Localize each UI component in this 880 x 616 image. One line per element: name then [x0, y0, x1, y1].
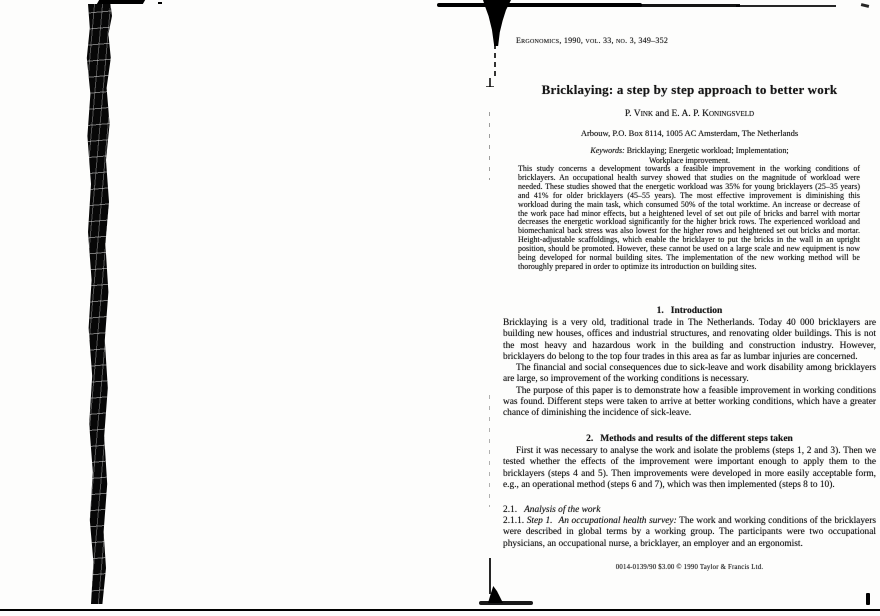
intro-paragraph-1: Bricklaying is a very old, traditional trade in The Netherlands. Today 40 000 bricklayers are building new houses, offices and industrial structures, and renovating older buildings. This is not the most heavy and hazardous work in the building and construction industry. However, bricklayers do belong to the top four trades in this area as far as lumbar injuries are concerned.: [503, 318, 876, 362]
methods-paragraph: First it was necessary to analyse the work and isolate the problems (steps 1, 2 and 3). Then we tested whether the effects of the improvement were important enough to apply them to the bricklayers (steps 4 and 5). Then improvements were developed in more easily acceptable form, e.g., an operational method (steps 6 and 7), which was then implemented (steps 8 to 10).: [503, 446, 876, 490]
affiliation: Arbouw, P.O. Box 8114, 1005 AC Amsterdam, The Netherlands: [580, 128, 799, 138]
step-1-number: 2.1.1.: [503, 516, 525, 526]
scan-top-edge-line-thin: [736, 5, 836, 7]
subsection-2-1-number: 2.1.: [503, 505, 518, 515]
step-1-label: Step 1.: [526, 516, 553, 526]
keywords-block: [503, 146, 876, 166]
section-heading-methods: [503, 434, 876, 444]
section-1-number: 1.: [656, 306, 664, 316]
author-1: P. Vink: [624, 109, 654, 119]
intro-paragraph-2: The financial and social consequences due to sick-leave and work disability among bricklayers are large, so improvement of the working conditions is necessary.: [503, 363, 876, 385]
methods-body: [503, 446, 876, 491]
authors-line: [503, 109, 876, 119]
ink-blob-top: [483, 0, 511, 46]
scan-speck-top-right: [861, 3, 869, 8]
authors-conjunction: and: [655, 109, 670, 119]
section-heading-introduction: [503, 306, 876, 316]
subsection-2-1-title: Analysis of the work: [524, 505, 601, 515]
journal-header: Ergonomics, 1990, vol. 33, no. 3, 349–352: [516, 36, 669, 45]
step-1-paragraph: [503, 516, 876, 550]
keywords-line-1: Bricklaying; Energetic workload; Implementation;: [626, 146, 789, 155]
keywords-line-2: Workplace improvement.: [648, 155, 731, 165]
ink-drip-line: [494, 44, 496, 80]
author-2: E. A. P. Koningsveld: [671, 109, 755, 119]
paper-title: Bricklaying: a step by step approach to better work: [541, 82, 838, 97]
section-2-title: Methods and results of the different steps taken: [600, 434, 793, 444]
scan-mark-bottom-right: [866, 593, 870, 605]
intro-paragraph-3: The purpose of this paper is to demonstrate how a feasible improvement in working conditions was found. Different steps were taken to arrive at better working conditions, which have a greater chance of diminishing the incidence of sick-leave.: [503, 385, 876, 419]
step-1-text: The work and working conditions of the bricklayers were described in global terms by a working group. The participants were two occupational physicians, an occupational nurse, a bricklayer, an employer and an ergonomist.: [503, 516, 876, 549]
scan-mark-top-left: [97, 0, 145, 4]
scan-binding-band: [82, 4, 112, 604]
introduction-body: [503, 318, 876, 420]
scan-speck-top-left: [158, 2, 162, 4]
abstract: This study concerns a development towards a feasible improvement in the working conditions of bricklayers. An occupational health survey showed that studies on the magnitude of workload were needed. These studies showed that the energetic workload was 35% for young bricklayers (25–35 years) and 41% for older bricklayers (45–55 years). The most effective improvement is diminishing this workload during the main task, which consumed 50% of the total worktime. An increase or decrease of the work pace had minor effects, but a heightened level of set out pile of bricks and barrel with mortar decreases the energetic workload significantly for the higher brick rows. The experienced workload and biomechanical back stress was also lowest for the higher rows and heightened set out bricks and mortar. Height-adjustable scaffoldings, which enable the bricklayer to put the bricks in the wall in an upright position, should be promoted. However, these cannot be used on a large scale and new equipment is now being developed for normal building sites. The implementation of the new working method will be thoroughly prepared in order to optimize its introduction on building sites.: [518, 164, 860, 271]
copyright-footer: 0014-0139/90 $3.00 © 1990 Taylor & Francis Ltd.: [615, 564, 764, 571]
scan-mark-bottom-drip: [489, 558, 491, 594]
section-1-title: Introduction: [670, 306, 723, 316]
subsection-heading-2-1: [503, 505, 876, 515]
section-2-number: 2.: [586, 434, 594, 444]
scan-fold-line-lower: [489, 395, 490, 507]
scan-fold-line-upper: [489, 112, 490, 180]
scan-top-edge-line-mid: [638, 4, 740, 7]
scan-bottom-edge-line: [0, 609, 880, 611]
scan-cross-mark-horizontal: [486, 86, 494, 87]
keywords-label: Keywords:: [590, 146, 625, 155]
step-1-title: An occupational health survey:: [558, 516, 677, 526]
scan-top-edge-line-thick: [437, 3, 642, 7]
scan-smudge-bottom: [479, 601, 533, 605]
